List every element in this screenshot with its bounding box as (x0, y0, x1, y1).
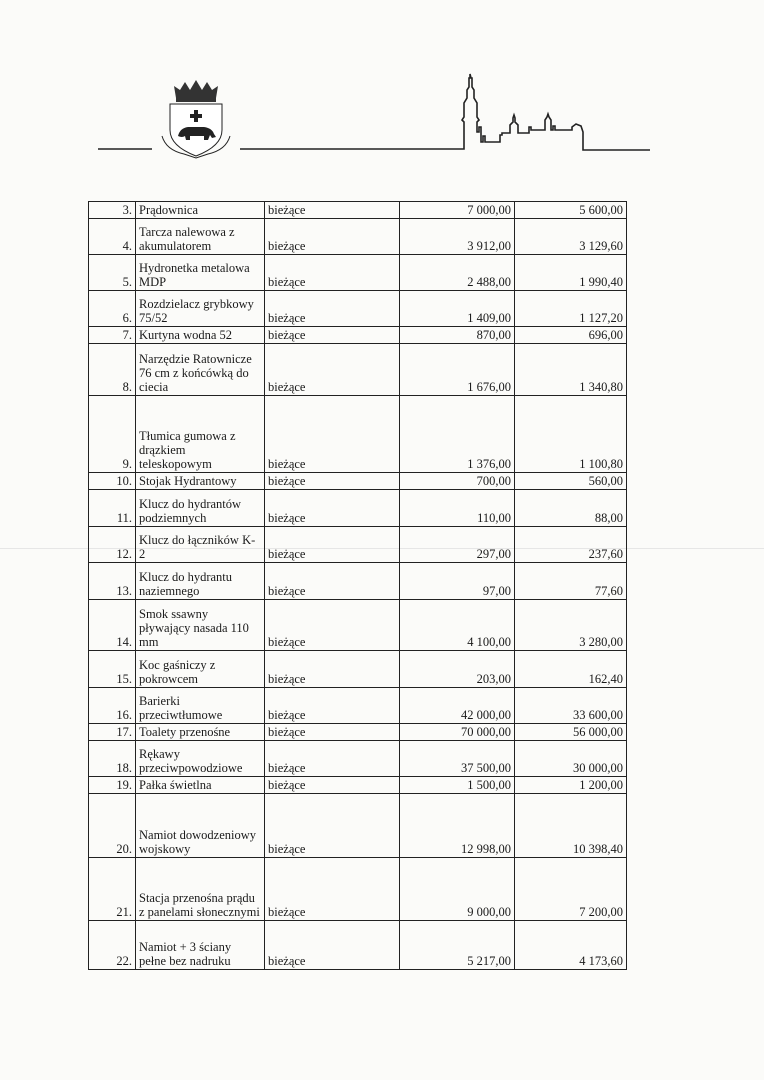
table-row (89, 777, 627, 794)
row-number: 16. (89, 688, 136, 724)
value-gross: 3 912,00 (400, 219, 515, 255)
row-number: 17. (89, 724, 136, 741)
value-net: 4 173,60 (515, 921, 627, 970)
table-row (89, 291, 627, 327)
item-name: Namiot + 3 ściany pełne bez nadruku (136, 921, 265, 970)
value-net: 5 600,00 (515, 202, 627, 219)
value-gross: 870,00 (400, 327, 515, 344)
value-net: 30 000,00 (515, 741, 627, 777)
item-type: bieżące (265, 527, 400, 563)
row-number: 19. (89, 777, 136, 794)
value-net: 33 600,00 (515, 688, 627, 724)
item-name: Stojak Hydrantowy (136, 473, 265, 490)
item-type: bieżące (265, 473, 400, 490)
value-net: 560,00 (515, 473, 627, 490)
item-name: Rozdzielacz grybkowy 75/52 (136, 291, 265, 327)
item-type: bieżące (265, 344, 400, 396)
value-gross: 2 488,00 (400, 255, 515, 291)
value-net: 10 398,40 (515, 794, 627, 858)
item-name: Hydronetka metalowa MDP (136, 255, 265, 291)
value-net: 7 200,00 (515, 858, 627, 921)
value-gross: 5 217,00 (400, 921, 515, 970)
item-type: bieżące (265, 563, 400, 600)
value-gross: 42 000,00 (400, 688, 515, 724)
item-type: bieżące (265, 858, 400, 921)
table-row (89, 219, 627, 255)
item-type: bieżące (265, 219, 400, 255)
row-number: 4. (89, 219, 136, 255)
table-row (89, 688, 627, 724)
row-number: 20. (89, 794, 136, 858)
table-row (89, 396, 627, 473)
table-row (89, 255, 627, 291)
item-type: bieżące (265, 794, 400, 858)
item-type: bieżące (265, 490, 400, 527)
value-gross: 1 409,00 (400, 291, 515, 327)
table-row (89, 794, 627, 858)
table-row (89, 490, 627, 527)
item-type: bieżące (265, 777, 400, 794)
value-gross: 7 000,00 (400, 202, 515, 219)
item-type: bieżące (265, 396, 400, 473)
item-name: Kurtyna wodna 52 (136, 327, 265, 344)
value-net: 1 340,80 (515, 344, 627, 396)
value-gross: 1 500,00 (400, 777, 515, 794)
item-type: bieżące (265, 202, 400, 219)
row-number: 6. (89, 291, 136, 327)
row-number: 3. (89, 202, 136, 219)
item-type: bieżące (265, 255, 400, 291)
item-name: Tłumica gumowa z drązkiem teleskopowym (136, 396, 265, 473)
item-type: bieżące (265, 724, 400, 741)
value-net: 1 200,00 (515, 777, 627, 794)
value-net: 1 127,20 (515, 291, 627, 327)
row-number: 10. (89, 473, 136, 490)
item-type: bieżące (265, 688, 400, 724)
value-net: 77,60 (515, 563, 627, 600)
row-number: 18. (89, 741, 136, 777)
item-name: Koc gaśniczy z pokrowcem (136, 651, 265, 688)
item-type: bieżące (265, 921, 400, 970)
item-type: bieżące (265, 291, 400, 327)
value-net: 1 100,80 (515, 396, 627, 473)
value-gross: 700,00 (400, 473, 515, 490)
row-number: 21. (89, 858, 136, 921)
row-number: 9. (89, 396, 136, 473)
item-name: Klucz do łączników K-2 (136, 527, 265, 563)
item-name: Namiot dowodzeniowy wojskowy (136, 794, 265, 858)
item-type: bieżące (265, 327, 400, 344)
item-name: Toalety przenośne (136, 724, 265, 741)
value-net: 88,00 (515, 490, 627, 527)
value-gross: 97,00 (400, 563, 515, 600)
equipment-table (88, 201, 627, 970)
table-row (89, 741, 627, 777)
value-gross: 297,00 (400, 527, 515, 563)
value-net: 696,00 (515, 327, 627, 344)
table-row (89, 921, 627, 970)
item-name: Stacja przenośna prądu z panelami słonecznymi (136, 858, 265, 921)
item-name: Narzędzie Ratownicze 76 cm z końcówką do ciecia (136, 344, 265, 396)
item-name: Tarcza nalewowa z akumulatorem (136, 219, 265, 255)
coat-of-arms-icon (152, 78, 240, 160)
value-gross: 9 000,00 (400, 858, 515, 921)
item-name: Rękawy przeciwpowodziowe (136, 741, 265, 777)
table-row (89, 327, 627, 344)
value-net: 237,60 (515, 527, 627, 563)
item-name: Pałka świetlna (136, 777, 265, 794)
item-type: bieżące (265, 741, 400, 777)
value-gross: 1 676,00 (400, 344, 515, 396)
value-gross: 110,00 (400, 490, 515, 527)
item-type: bieżące (265, 600, 400, 651)
item-name: Klucz do hydrantów podziemnych (136, 490, 265, 527)
row-number: 11. (89, 490, 136, 527)
table-row (89, 858, 627, 921)
table-row (89, 600, 627, 651)
value-net: 3 129,60 (515, 219, 627, 255)
item-name: Klucz do hydrantu naziemnego (136, 563, 265, 600)
item-name: Prądownica (136, 202, 265, 219)
value-net: 3 280,00 (515, 600, 627, 651)
table-row (89, 651, 627, 688)
value-gross: 1 376,00 (400, 396, 515, 473)
value-gross: 4 100,00 (400, 600, 515, 651)
item-name: Smok ssawny pływający nasada 110 mm (136, 600, 265, 651)
row-number: 13. (89, 563, 136, 600)
value-net: 1 990,40 (515, 255, 627, 291)
table-row (89, 202, 627, 219)
row-number: 15. (89, 651, 136, 688)
value-gross: 70 000,00 (400, 724, 515, 741)
item-type: bieżące (265, 651, 400, 688)
row-number: 7. (89, 327, 136, 344)
value-net: 162,40 (515, 651, 627, 688)
item-name: Barierki przeciwtłumowe (136, 688, 265, 724)
row-number: 8. (89, 344, 136, 396)
row-number: 5. (89, 255, 136, 291)
table-row (89, 724, 627, 741)
table-row (89, 344, 627, 396)
table-row (89, 563, 627, 600)
value-gross: 37 500,00 (400, 741, 515, 777)
row-number: 14. (89, 600, 136, 651)
value-net: 56 000,00 (515, 724, 627, 741)
value-gross: 12 998,00 (400, 794, 515, 858)
table-row (89, 473, 627, 490)
row-number: 22. (89, 921, 136, 970)
letterhead (0, 0, 764, 190)
value-gross: 203,00 (400, 651, 515, 688)
row-number: 12. (89, 527, 136, 563)
table-row (89, 527, 627, 563)
